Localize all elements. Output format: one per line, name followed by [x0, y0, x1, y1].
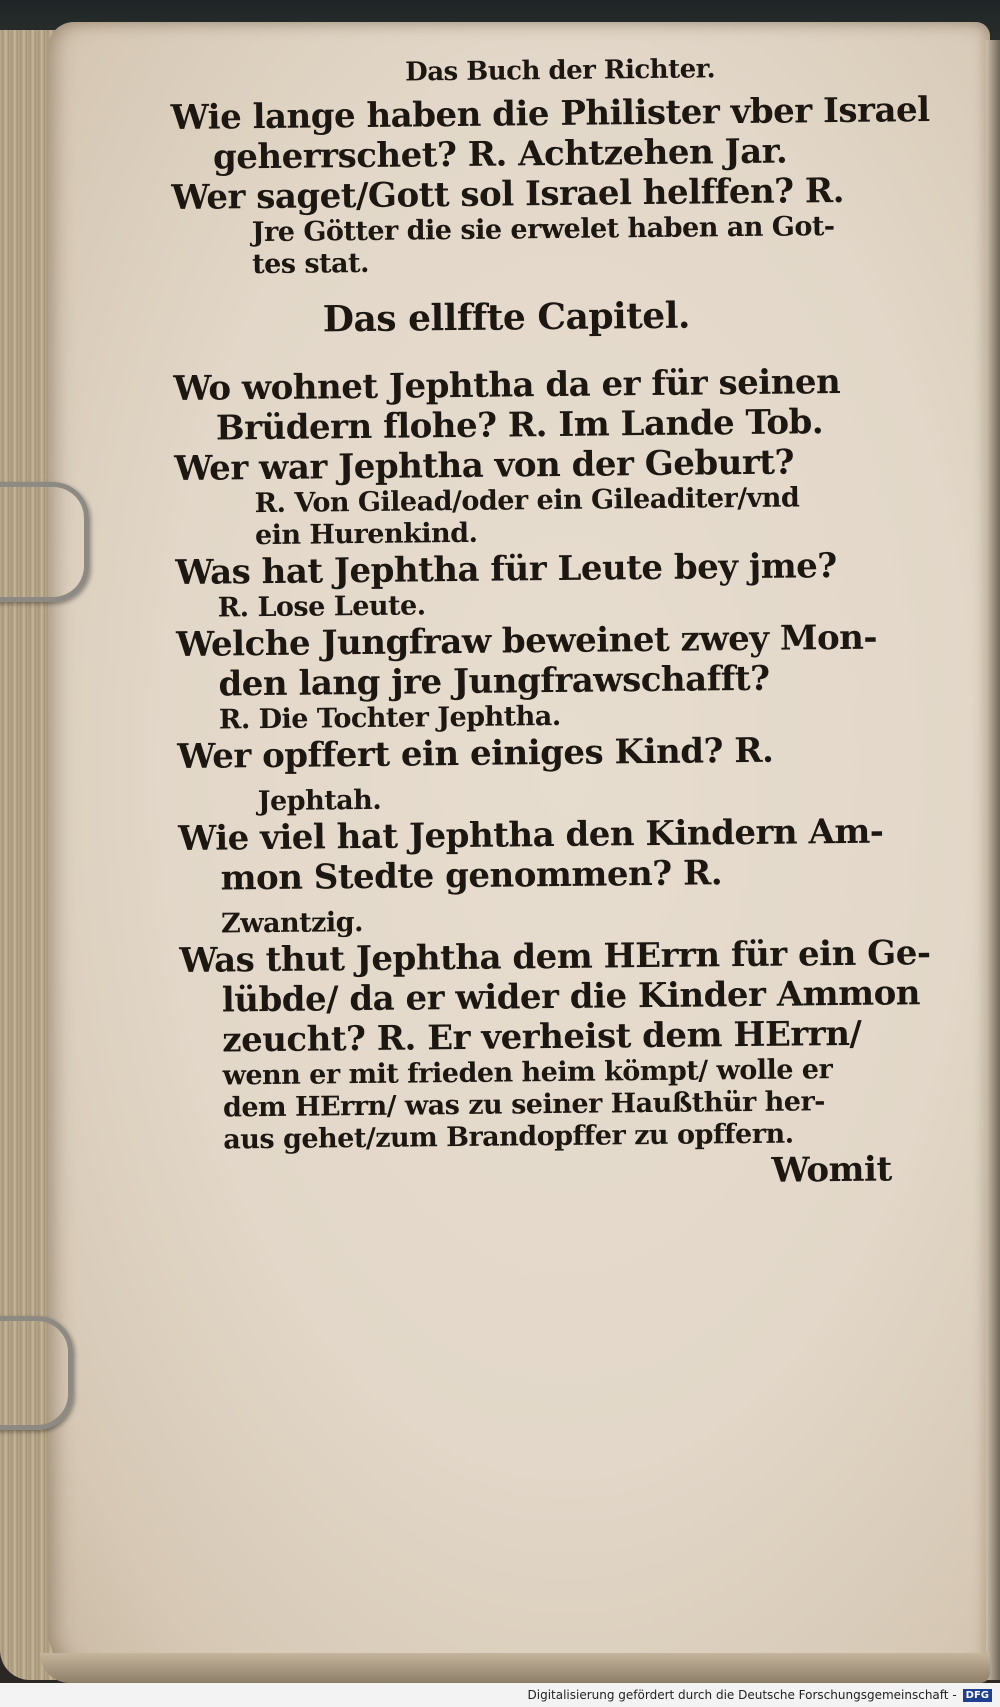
text-line: R. Von Gilead/oder ein Gileaditer/vnd [254, 482, 800, 519]
text-line: Wer saget/Gott sol Israel helffen? R. [171, 171, 845, 219]
text-line: Wo wohnet Jephtha da er für seinen [173, 361, 841, 409]
catchword: Womit [771, 1149, 892, 1191]
page-text [170, 52, 931, 1196]
page-edge-bottom [40, 1653, 990, 1683]
text-line: zeucht? R. Er verheist dem HErrn/ [222, 1013, 862, 1061]
text-line: Wer opffert ein einiges Kind? R. [177, 730, 774, 777]
text-line: Was hat Jephtha für Leute bey jme? [175, 545, 837, 593]
text-line: Jephtah. [257, 784, 382, 817]
chapter-heading: Das ellffte Capitel. [322, 294, 691, 341]
text-line: dem HErrn/ was zu seiner Haußthür her- [222, 1086, 826, 1124]
dfg-logo: DFG [963, 1689, 992, 1702]
text-line: Jre Götter die sie erwelet haben an Got- [251, 211, 835, 249]
text-line: Wer war Jephtha von der Geburt? [174, 442, 795, 489]
text-line: wenn er mit frieden heim kömpt/ wolle er [222, 1054, 833, 1092]
text-line: lübde/ da er wider die Kinder Ammon [221, 972, 921, 1021]
digitization-footer [0, 1683, 1000, 1707]
footer-credit: Digitalisierung gefördert durch die Deutsche Forschungsgemeinschaft - [527, 1688, 957, 1702]
page-clip-top [0, 482, 89, 602]
text-line: R. Die Tochter Jephtha. [218, 700, 561, 736]
text-line: mon Stedte genommen? R. [220, 852, 723, 899]
text-line: geherrschet? R. Achtzehen Jar. [212, 131, 788, 178]
text-line: Wie lange haben die Philister vber Israel [170, 90, 930, 138]
text-line: tes stat. [251, 248, 370, 281]
text-line: ein Hurenkind. [254, 517, 478, 551]
text-line: R. Lose Leute. [217, 590, 426, 624]
text-line: Brüdern flohe? R. Im Lande Tob. [215, 401, 824, 449]
text-line: aus gehet/zum Brandopffer zu opffern. [223, 1118, 794, 1156]
text-line: Zwantzig. [220, 906, 364, 940]
text-line: den lang jre Jungfrawschafft? [218, 658, 770, 705]
text-line: Wie viel hat Jephtha den Kindern Am- [177, 811, 884, 859]
text-line: Welche Jungfraw beweinet zwey Mon- [175, 617, 878, 665]
running-head: Das Buch der Richter. [405, 54, 716, 88]
text-line: Was thut Jephtha dem HErrn für ein Ge- [179, 932, 931, 981]
page-edge-right [986, 40, 1000, 1680]
page-clip-bottom [0, 1316, 73, 1430]
